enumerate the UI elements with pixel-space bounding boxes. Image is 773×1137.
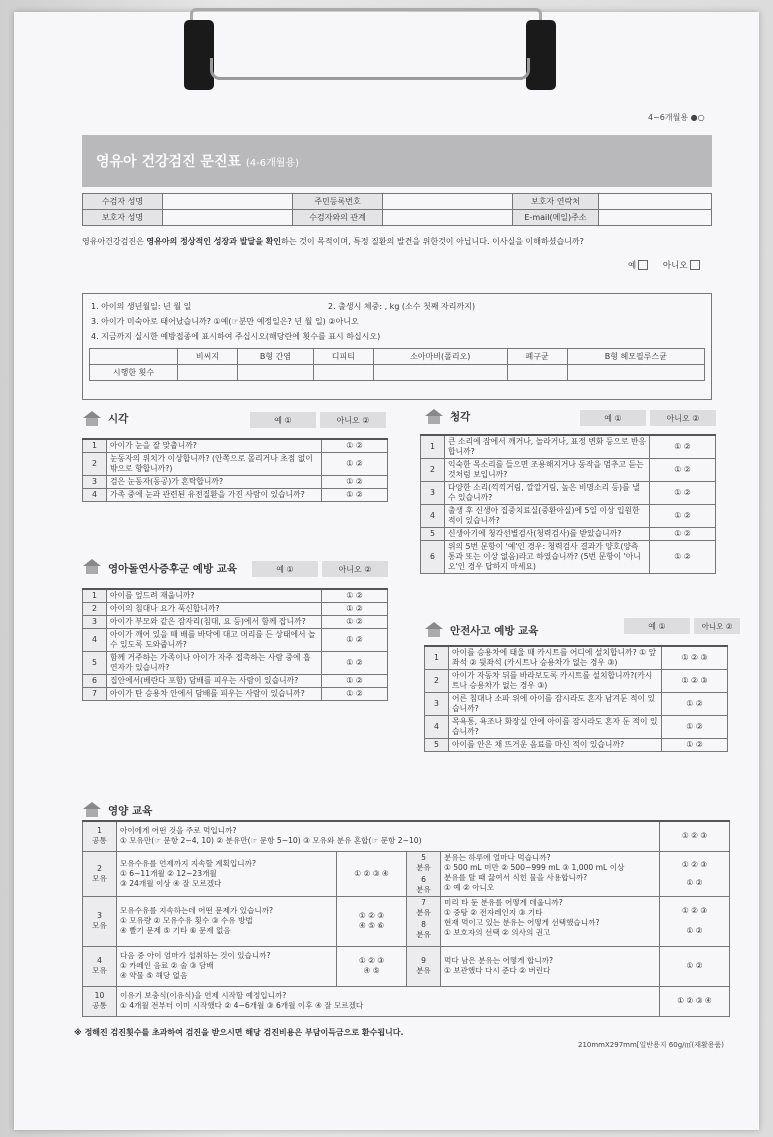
- question-number: 6: [83, 675, 107, 688]
- consent-yes-label: 예: [628, 261, 637, 271]
- nut-q-text: 분유는 하루에 얼마나 먹습니까?: [444, 852, 551, 862]
- basic-q1: 1. 아이의 생년월일: 년 월 일: [91, 302, 192, 311]
- question-row: [425, 670, 728, 693]
- vaccine-name: B형 간염: [237, 349, 313, 365]
- question-text: 신생아기에 청각선별검사(청력검사)를 받았습니까?: [445, 528, 650, 541]
- nut-q-text: 모유수유를 언제까지 지속할 계획입니까?: [120, 858, 256, 868]
- vaccine-name: B형 헤모필루스균: [567, 349, 704, 365]
- nut-options: ① 500 mL 미만 ② 500~999 mL ③ 1,000 mL 이상: [444, 862, 625, 872]
- nut-question: [117, 896, 337, 946]
- nut-answer[interactable]: [660, 851, 730, 896]
- label-guardian-phone: 보호자 연락처: [513, 194, 599, 210]
- vaccine-count-field[interactable]: [178, 365, 238, 381]
- question-number: 4: [83, 489, 107, 502]
- house-icon: [82, 557, 102, 575]
- answer-options[interactable]: ① ②: [322, 476, 388, 489]
- question-row: [425, 739, 728, 752]
- answer-options[interactable]: ① ②: [322, 688, 388, 701]
- question-row: [83, 453, 388, 476]
- question-row: [421, 505, 716, 528]
- label-name: 수검자 성명: [83, 194, 163, 210]
- answer-options[interactable]: ① ②: [322, 603, 388, 616]
- field-id-number[interactable]: [383, 194, 513, 210]
- answer-options[interactable]: ① ②: [662, 693, 728, 716]
- vaccine-name: 디피티: [313, 349, 373, 365]
- vaccine-count-field[interactable]: [373, 365, 507, 381]
- question-number: 1: [83, 439, 107, 453]
- nut-num: 2 모유: [83, 851, 117, 896]
- question-text: 위의 5번 문항이 '예'인 경우: 청력검사 결과가 양호(양측 통과 또는 이상 없음)라고 하였습니까? (5번 문항이 '아니오'인 경우 답하지 마세요): [445, 541, 650, 574]
- question-row: [421, 541, 716, 574]
- nut-answer-6[interactable]: ① ②: [686, 877, 703, 887]
- sids-no-header: 아니오 ②: [322, 561, 388, 577]
- question-number: 1: [425, 646, 449, 670]
- paper-spec: 210mmX297mm[일반용지 60g/㎡(재활용품): [578, 1041, 725, 1049]
- answer-options[interactable]: ① ②: [650, 459, 716, 482]
- question-text: 아이가 탄 승용차 안에서 담배를 피우는 사람이 있습니까?: [107, 688, 322, 701]
- question-row: [83, 476, 388, 489]
- question-text: 아이를 승용차에 태울 때 카시트를 어디에 설치합니까? ① 앞좌석 ② 뒷좌석 (카시트나 승용차가 없는 경우 ③): [449, 646, 662, 670]
- question-number: 3: [83, 476, 107, 489]
- nut-options: ① 모유만(☞ 문항 2~4, 10) ② 분유만(☞ 문항 5~10) ③ 모유와 분유 혼합(☞ 문항 2~10): [120, 836, 422, 846]
- question-row: [83, 675, 388, 688]
- question-row: [83, 616, 388, 629]
- answer-options[interactable]: ① ②: [662, 739, 728, 752]
- vaccine-name: 소아마비(폴리오): [373, 349, 507, 365]
- basic-info-section: [82, 293, 712, 400]
- answer-options[interactable]: ① ②: [322, 489, 388, 502]
- field-guardian-name[interactable]: [163, 210, 293, 226]
- safety-no-header: 아니오 ②: [694, 618, 740, 634]
- nut-q-text: 현재 먹이고 있는 분유는 어떻게 선택했습니까?: [444, 917, 600, 927]
- clipboard-clip: [180, 0, 560, 92]
- answer-options[interactable]: ① ②: [322, 675, 388, 688]
- answer-options[interactable]: ① ②: [662, 716, 728, 739]
- nut-q-text: 먹다 남은 분유는 어떻게 합니까?: [444, 956, 554, 965]
- nut-answer[interactable]: [660, 896, 730, 946]
- vaccine-table: [89, 348, 705, 381]
- question-text: 아이의 침대나 요가 푹신합니까?: [107, 603, 322, 616]
- nut-answer[interactable]: ① ② ③ ④ ⑤: [337, 946, 407, 986]
- count-label: 시행한 횟수: [90, 365, 178, 381]
- question-number: 1: [83, 589, 107, 603]
- nut-question: [441, 851, 660, 896]
- question-row: [83, 489, 388, 502]
- hearing-table: [420, 434, 716, 574]
- answer-options[interactable]: ① ②: [322, 439, 388, 453]
- house-icon: [82, 409, 102, 427]
- intro-bold: 영유아의 정상적인 성장과 발달을 확인: [146, 237, 282, 246]
- answer-options[interactable]: ① ②: [650, 528, 716, 541]
- sight-no-header: 아니오 ②: [320, 412, 386, 428]
- question-text: 아이가 부모와 같은 잠자리(침대, 요 등)에서 함께 잡니까?: [107, 616, 322, 629]
- nut-options: ① 6~11개월 ② 12~23개월 ③ 24개월 이상 ④ 잘 모르겠다: [120, 868, 222, 888]
- nut-question: [117, 986, 660, 1016]
- intro-text: [82, 236, 717, 248]
- basic-q4: 4. 지금까지 실시한 예방접종에 표시하여 주십시오(해당란에 횟수를 표시 하십시오): [91, 332, 381, 341]
- answer-options[interactable]: ① ②: [650, 482, 716, 505]
- label-relation: 수검자와의 관계: [293, 210, 383, 226]
- nut-options: ① 카페인 음료 ② 술 ③ 담배 ④ 약물 ⑤ 해당 없음: [120, 961, 214, 980]
- nut-q-text: 다음 중 아이 엄마가 섭취하는 것이 있습니까?: [120, 951, 271, 960]
- question-text: 익숙한 목소리를 들으면 조용해지거나 동작을 멈추고 듣는 것처럼 보입니까?: [445, 459, 650, 482]
- question-text: 함께 거주하는 가족이나 아이가 자주 접촉하는 사람 중에 흡연자가 있습니까?: [107, 652, 322, 675]
- question-row: [421, 435, 716, 459]
- intro-consent: [628, 259, 704, 271]
- nut-options: ① 4개월 전부터 이미 시작했다 ② 4~6개월 ③ 6개월 이후 ④ 잘 모르겠다: [120, 1001, 364, 1010]
- nut-options: ① 예 ② 아니오: [444, 882, 495, 892]
- form-subtitle: (4-6개월용): [245, 158, 299, 169]
- question-row: [425, 646, 728, 670]
- question-text: 어른 침대나 소파 위에 아이를 잠시라도 혼자 남겨둔 적이 있습니까?: [449, 693, 662, 716]
- field-name[interactable]: [163, 194, 293, 210]
- nut-question: [441, 946, 660, 986]
- nut-options: ① 보관했다 다시 준다 ② 버린다: [444, 966, 551, 975]
- nut-q-text: 아이에게 어떤 것을 주로 먹입니까?: [120, 826, 237, 836]
- question-number: 2: [83, 603, 107, 616]
- nut-answer[interactable]: ① ② ③ ④: [337, 851, 407, 896]
- question-number: 1: [421, 435, 445, 459]
- answer-options[interactable]: ① ②: [650, 435, 716, 459]
- info-table: [82, 193, 712, 226]
- question-row: [83, 589, 388, 603]
- sight-title: 시각: [108, 413, 129, 425]
- question-text: 아이를 엎드려 재웁니까?: [107, 589, 322, 603]
- intro-post: 하는 것이 목적이며, 특정 질환의 발견을 위한것이 아닙니다. 이사실을 이해하셨습니까?: [281, 237, 584, 246]
- question-text: 큰 소리에 잠에서 깨거나, 놀라거나, 표정 변화 등으로 반응합니까?: [445, 435, 650, 459]
- answer-options[interactable]: ① ②: [322, 629, 388, 652]
- question-number: 3: [83, 616, 107, 629]
- nut-num: [407, 896, 441, 946]
- answer-options[interactable]: ① ②: [322, 589, 388, 603]
- sids-table: [82, 588, 388, 701]
- question-text: 목욕통, 욕조나 화장실 안에 아이를 잠시라도 혼자 둔 적이 있습니까?: [449, 716, 662, 739]
- question-number: 7: [83, 688, 107, 701]
- nut-answer-8[interactable]: ① ②: [686, 926, 703, 935]
- house-icon: [424, 620, 444, 638]
- nut-question: [117, 821, 660, 851]
- safety-table: [424, 645, 728, 752]
- hearing-yes-header: 예 ①: [580, 410, 646, 426]
- question-text: 눈동자의 위치가 이상합니까? (안쪽으로 몰리거나 초점 없이 밖으로 향합니까?): [107, 453, 322, 476]
- field-email[interactable]: [599, 210, 712, 226]
- nut-options: ① 보호자의 선택 ② 의사의 권고: [444, 927, 551, 937]
- nut-question: [441, 896, 660, 946]
- question-text: 아이가 자동차 뒤를 바라보도록 카시트를 설치합니까?(카시트나 승용차가 없는 경우 ③): [449, 670, 662, 693]
- vaccine-corner: [90, 349, 178, 365]
- vaccine-count-field[interactable]: [313, 365, 373, 381]
- question-number: 5: [425, 739, 449, 752]
- question-text: 아이를 안은 채 뜨거운 음료를 마신 적이 있습니까?: [449, 739, 662, 752]
- nutrition-table: [82, 820, 730, 1017]
- nut-q-text: 미리 타 둔 분유를 어떻게 데웁니까?: [444, 897, 563, 907]
- nut-question: [117, 946, 337, 986]
- vaccine-count-field[interactable]: [237, 365, 313, 381]
- answer-options[interactable]: ① ②: [650, 505, 716, 528]
- basic-q3: 3. 아이가 미숙아로 태어났습니까? ①예(☞분만 예정일은? 년 월 일) ②아니오: [91, 317, 359, 326]
- question-number: 4: [421, 505, 445, 528]
- vaccine-count-field[interactable]: [567, 365, 704, 381]
- question-row: [421, 528, 716, 541]
- question-text: 집안에서(베란다 포함) 담배를 피우는 사람이 있습니까?: [107, 675, 322, 688]
- question-number: 5: [83, 652, 107, 675]
- question-row: [83, 688, 388, 701]
- consent-no-checkbox[interactable]: [690, 260, 700, 270]
- nut-answer[interactable]: ① ② ③ ④: [660, 986, 730, 1016]
- sight-table: [82, 438, 388, 502]
- nut-options: ① 모유량 ② 모유수유 횟수 ③ 수유 방법 ④ 빨기 문제 ⑤ 기타 ⑥ 문제 없음: [120, 916, 253, 935]
- answer-options[interactable]: ① ② ③: [662, 646, 728, 670]
- question-number: 3: [425, 693, 449, 716]
- nut-answer[interactable]: ① ② ③: [660, 821, 730, 851]
- nut-num: [407, 851, 441, 896]
- nut-answer[interactable]: ① ②: [660, 946, 730, 986]
- sids-title: 영아돌연사증후군 예방 교육: [108, 563, 238, 575]
- question-text: 아이가 깨어 있을 때 배를 바닥에 대고 머리를 든 상태에서 놀 수 있도록 도와줍니까?: [107, 629, 322, 652]
- nut-num: 10 공통: [83, 986, 117, 1016]
- safety-yes-header: 예 ①: [624, 618, 690, 634]
- nut-num-8: 8 분유: [416, 919, 431, 939]
- nut-num-6: 6 분유: [416, 874, 431, 894]
- nut-num: 4 모유: [83, 946, 117, 986]
- question-row: [425, 693, 728, 716]
- sids-yes-header: 예 ①: [252, 561, 318, 577]
- question-text: 출생 후 신생아 집중치료실(중환아실)에 5일 이상 입원한 적이 있습니까?: [445, 505, 650, 528]
- question-row: [83, 652, 388, 675]
- question-number: 4: [83, 629, 107, 652]
- nut-q-text: 분유를 탈 때 끓여서 식힌 물을 사용합니까?: [444, 872, 588, 882]
- answer-options[interactable]: ① ②: [650, 541, 716, 574]
- vaccine-name: 비씨지: [178, 349, 238, 365]
- question-number: 2: [425, 670, 449, 693]
- basic-q2: 2. 출생시 체중: , kg (소수 첫째 자리까지): [328, 302, 476, 311]
- vaccine-name: 폐구균: [507, 349, 567, 365]
- house-icon: [82, 800, 102, 818]
- question-row: [421, 459, 716, 482]
- nut-answer-5[interactable]: ① ② ③: [681, 859, 708, 869]
- field-guardian-phone[interactable]: [599, 194, 712, 210]
- answer-options[interactable]: ① ② ③: [662, 670, 728, 693]
- sight-yes-header: 예 ①: [250, 412, 316, 428]
- question-number: 2: [83, 453, 107, 476]
- answer-options[interactable]: ① ②: [322, 453, 388, 476]
- question-row: [83, 603, 388, 616]
- nut-num-7: 7 분유: [416, 897, 431, 917]
- answer-options[interactable]: ① ②: [322, 652, 388, 675]
- footer-note: ※ 정해진 검진횟수를 초과하여 검진을 받으시면 해당 검진비용은 부담이득금으로 환수됩니다.: [74, 1028, 404, 1037]
- question-number: 3: [421, 482, 445, 505]
- question-text: 다양한 소리(끽끽거림, 깔깔거림, 높은 비명소리 등)를 낼 수 있습니까?: [445, 482, 650, 505]
- hearing-title: 청각: [450, 411, 471, 423]
- question-text: 아이가 눈을 잘 맞춥니까?: [107, 439, 322, 453]
- field-relation[interactable]: [383, 210, 513, 226]
- answer-options[interactable]: ① ②: [322, 616, 388, 629]
- question-number: 4: [425, 716, 449, 739]
- label-email: E-mail(메일)주소: [513, 210, 599, 226]
- nut-num: 9 분유: [407, 946, 441, 986]
- question-row: [83, 629, 388, 652]
- nut-num-5: 5 분유: [416, 852, 431, 872]
- form-title-bar: [82, 135, 712, 187]
- question-number: 2: [421, 459, 445, 482]
- safety-title: 안전사고 예방 교육: [450, 625, 539, 637]
- intro-pre: 영유아건강검진은: [82, 237, 147, 246]
- form-title: 영유아 건강검진 문진표: [96, 154, 241, 170]
- question-row: [83, 439, 388, 453]
- question-text: 가족 중에 눈과 관련된 유전질환을 가진 사람이 있습니까?: [107, 489, 322, 502]
- vaccine-count-field[interactable]: [507, 365, 567, 381]
- nut-num: 1 공통: [83, 821, 117, 851]
- nut-options: ① 중탕 ② 전자레인지 ③ 기타: [444, 907, 543, 917]
- hearing-no-header: 아니오 ②: [650, 410, 716, 426]
- question-text: 검은 눈동자(동공)가 혼탁합니까?: [107, 476, 322, 489]
- nut-num: 3 모유: [83, 896, 117, 946]
- nut-q-text: 이유기 보충식(이유식)을 언제 시작할 예정입니까?: [120, 991, 287, 1000]
- question-number: 6: [421, 541, 445, 574]
- nut-question: [117, 851, 337, 896]
- nutrition-title: 영양 교육: [108, 805, 153, 817]
- nut-answer-7[interactable]: ① ② ③: [681, 906, 708, 915]
- label-guardian-name: 보호자 성명: [83, 210, 163, 226]
- nut-answer[interactable]: ① ② ③ ④ ⑤ ⑥: [337, 896, 407, 946]
- nut-q-text: 모유수유를 지속하는데 어떤 문제가 있습니까?: [120, 906, 274, 915]
- question-row: [425, 716, 728, 739]
- house-icon: [424, 407, 444, 425]
- label-id-number: 주민등록번호: [293, 194, 383, 210]
- consent-no-label: 아니오: [662, 261, 688, 271]
- question-number: 5: [421, 528, 445, 541]
- consent-yes-checkbox[interactable]: [638, 260, 648, 270]
- question-row: [421, 482, 716, 505]
- page-tag: 4~6개월용 ●○: [648, 113, 705, 122]
